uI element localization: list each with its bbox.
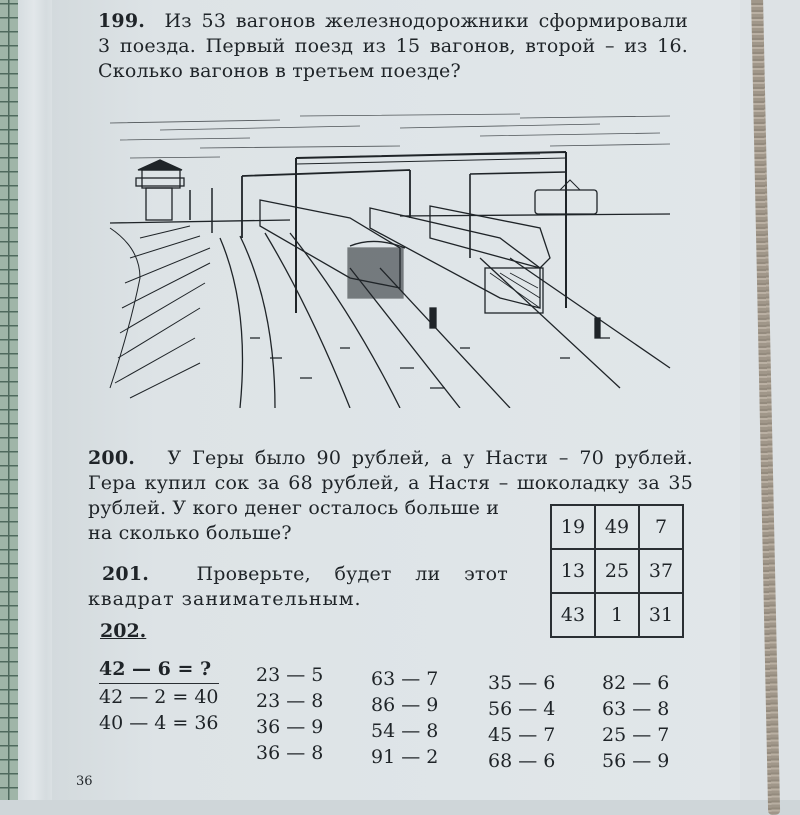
exercise-item: 63 — 8 xyxy=(602,698,670,720)
exercise-item: 91 — 2 xyxy=(371,746,439,768)
exercise-column-1 xyxy=(256,662,323,766)
exercise-item: 36 — 9 xyxy=(256,716,324,738)
magic-square-cell: 37 xyxy=(639,549,683,593)
task-201 xyxy=(88,562,508,612)
magic-square-cell: 43 xyxy=(551,593,595,637)
task-199 xyxy=(98,9,688,84)
task-202-worked-example xyxy=(99,656,219,736)
example-step-1: 42 — 2 = 40 xyxy=(99,686,219,708)
exercise-column-2 xyxy=(371,666,438,770)
exercise-column-3 xyxy=(488,670,555,774)
task-201-line-1: 201. Проверьте, будет ли этот xyxy=(102,563,508,585)
task-201-line-2: квадрат занимательным. xyxy=(88,588,362,610)
railway-yard-illustration xyxy=(100,108,680,408)
exercise-item: 35 — 6 xyxy=(488,672,556,694)
task-199-line-1: 199. Из 53 вагонов железнодорожники сформировали xyxy=(98,10,688,32)
task-number: 200. xyxy=(88,447,136,469)
exercise-item: 23 — 5 xyxy=(256,664,324,686)
magic-square-row xyxy=(551,593,683,637)
task-199-line-2: 3 поезда. Первый поезд из 15 вагонов, второй – из 16. xyxy=(98,35,688,57)
example-question: 42 — 6 = ? xyxy=(99,656,219,684)
magic-square-cell: 31 xyxy=(639,593,683,637)
task-200-line-4: на сколько больше? xyxy=(88,522,292,544)
magic-square-row xyxy=(551,505,683,549)
task-202-number: 202. xyxy=(100,620,147,642)
exercise-item: 63 — 7 xyxy=(371,668,439,690)
task-200-line-1: 200. У Геры было 90 рублей, а у Насти – 70 рублей. xyxy=(88,447,693,469)
magic-square-cell: 49 xyxy=(595,505,639,549)
example-step-2: 40 — 4 = 36 xyxy=(99,712,219,734)
exercise-item: 25 — 7 xyxy=(602,724,670,746)
exercise-item: 45 — 7 xyxy=(488,724,556,746)
task-200-line-3: рублей. У кого денег осталось больше и xyxy=(88,497,500,519)
task-number: 201. xyxy=(102,563,150,585)
magic-square-cell: 25 xyxy=(595,549,639,593)
page-number: 36 xyxy=(76,774,93,789)
task-number: 199. xyxy=(98,10,146,32)
task-199-line-3: Сколько вагонов в третьем поезде? xyxy=(98,60,461,82)
exercise-column-4 xyxy=(602,670,669,774)
exercise-item: 82 — 6 xyxy=(602,672,670,694)
magic-square-cell: 7 xyxy=(639,505,683,549)
magic-square-row xyxy=(551,549,683,593)
magic-square-cell: 1 xyxy=(595,593,639,637)
exercise-item: 36 — 8 xyxy=(256,742,324,764)
exercise-item: 56 — 9 xyxy=(602,750,670,772)
magic-square-cell: 19 xyxy=(551,505,595,549)
exercise-item: 68 — 6 xyxy=(488,750,556,772)
task-200-line-2: Гера купил сок за 68 рублей, а Настя – шоколадку за 35 xyxy=(88,472,693,494)
exercise-item: 54 — 8 xyxy=(371,720,439,742)
task-200 xyxy=(88,446,693,496)
exercise-item: 86 — 9 xyxy=(371,694,439,716)
exercise-item: 56 — 4 xyxy=(488,698,556,720)
magic-square-table xyxy=(550,504,684,638)
magic-square-cell: 13 xyxy=(551,549,595,593)
task-200-continued xyxy=(88,496,528,546)
exercise-item: 23 — 8 xyxy=(256,690,324,712)
